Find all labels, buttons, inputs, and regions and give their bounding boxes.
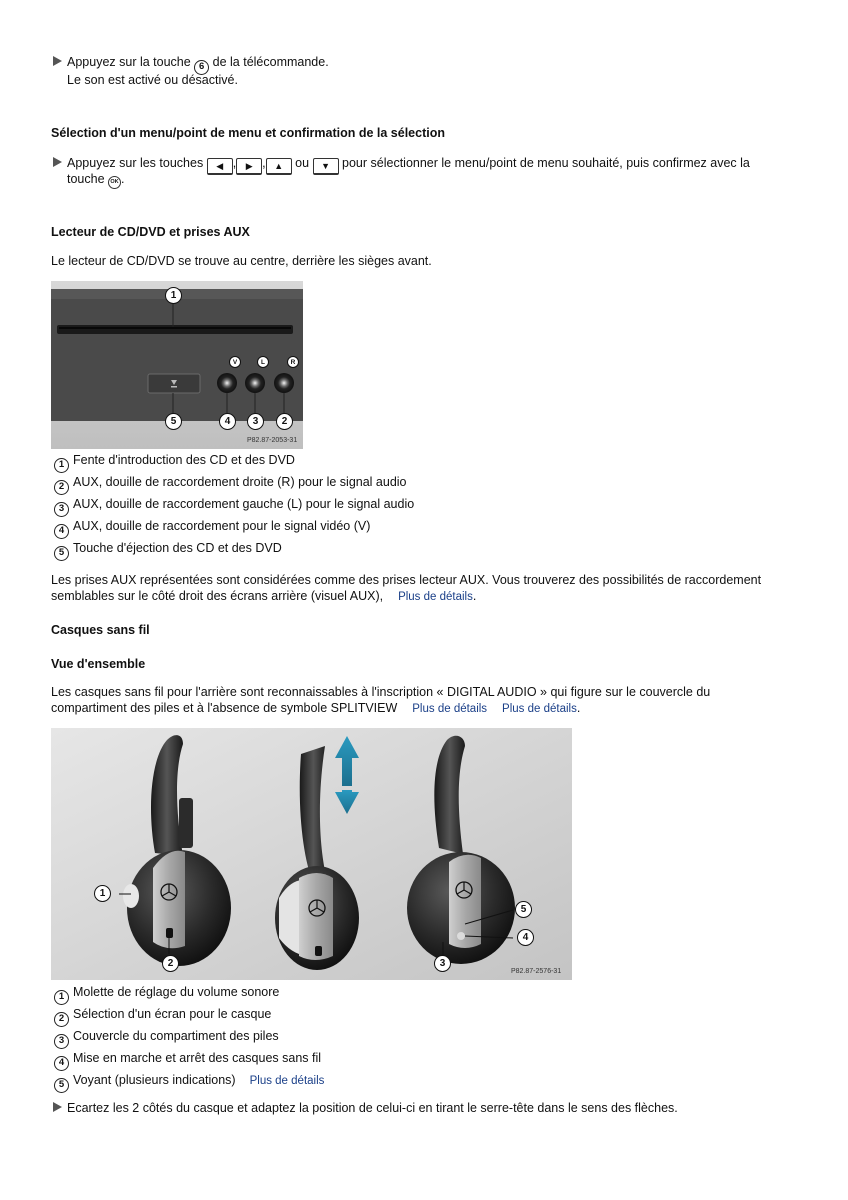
callout-3: 3 bbox=[434, 955, 451, 972]
callout-2: 2 bbox=[162, 955, 179, 972]
aux-paragraph-line2: semblables sur le côté droit des écrans arrière (visuel AUX), Plus de détails. bbox=[51, 589, 477, 603]
ok-key-icon: OK bbox=[108, 176, 121, 189]
cd-legend-item: 4 AUX, douille de raccordement pour le signal vidéo (V) bbox=[54, 518, 370, 539]
headphones-legend-item: 5 Voyant (plusieurs indications) Plus de détails bbox=[54, 1072, 324, 1093]
legend-number: 4 bbox=[54, 524, 69, 539]
plus-de-details-link[interactable]: Plus de détails bbox=[398, 591, 473, 603]
cd-player-image bbox=[51, 281, 303, 449]
legend-number: 1 bbox=[54, 990, 69, 1005]
sound-toggle-instruction: Appuyez sur la touche 6 de la télécommande. bbox=[67, 54, 329, 75]
cd-legend-item: 2 AUX, douille de raccordement droite (R) pour le signal audio bbox=[54, 474, 407, 495]
headphones-paragraph-line1: Les casques sans fil pour l'arrière sont reconnaissables à l'inscription « DIGITAL AUDIO » qui figure sur le couvercle du bbox=[51, 685, 711, 699]
bullet-arrow-icon bbox=[53, 157, 62, 167]
port-label-r: R bbox=[287, 356, 299, 368]
sound-toggle-result: Le son est activé ou désactivé. bbox=[67, 73, 238, 87]
port-label-v: V bbox=[229, 356, 241, 368]
headphones-heading: Casques sans fil bbox=[51, 623, 150, 637]
callout-1: 1 bbox=[94, 885, 111, 902]
headphones-illustration bbox=[51, 728, 572, 980]
callout-2: 2 bbox=[276, 413, 293, 430]
menu-selection-instruction-cont: touche OK . bbox=[67, 171, 125, 189]
plus-de-details-link[interactable]: Plus de détails bbox=[502, 703, 577, 715]
key-left-icon: ◀ bbox=[207, 158, 233, 175]
bullet-arrow-icon bbox=[53, 1102, 62, 1112]
headphones-image bbox=[51, 728, 572, 980]
headphones-legend-item: 3 Couvercle du compartiment des piles bbox=[54, 1028, 279, 1049]
callout-1: 1 bbox=[165, 287, 182, 304]
callout-5: 5 bbox=[165, 413, 182, 430]
cd-legend-item: 5 Touche d'éjection des CD et des DVD bbox=[54, 540, 282, 561]
cd-image-code: P82.87-2053-31 bbox=[247, 437, 298, 444]
callout-3: 3 bbox=[247, 413, 264, 430]
cd-legend-item: 3 AUX, douille de raccordement gauche (L) pour le signal audio bbox=[54, 496, 414, 517]
legend-number: 3 bbox=[54, 502, 69, 517]
headphones-paragraph-line2: compartiment des piles et à l'absence de symbole SPLITVIEW Plus de détails Plus de détails. bbox=[51, 701, 581, 715]
legend-number: 3 bbox=[54, 1034, 69, 1049]
adjust-headband-instruction: Ecartez les 2 côtés du casque et adaptez la position de celui-ci en tirant le serre-tête dans le sens des flèches. bbox=[67, 1101, 678, 1115]
headphones-legend-item: 1 Molette de réglage du volume sonore bbox=[54, 984, 279, 1005]
aux-paragraph-line1: Les prises AUX représentées sont considérées comme des prises lecteur AUX. Vous trouverez des possibilités de raccordement bbox=[51, 573, 762, 587]
headphones-legend-item: 2 Sélection d'un écran pour le casque bbox=[54, 1006, 271, 1027]
callout-4: 4 bbox=[219, 413, 236, 430]
key-right-icon: ▶ bbox=[236, 158, 262, 175]
headphones-legend-item: 4 Mise en marche et arrêt des casques sans fil bbox=[54, 1050, 321, 1071]
port-label-l: L bbox=[257, 356, 269, 368]
legend-number: 2 bbox=[54, 1012, 69, 1027]
bullet-arrow-icon bbox=[53, 56, 62, 66]
cd-dvd-heading: Lecteur de CD/DVD et prises AUX bbox=[51, 225, 250, 239]
plus-de-details-link[interactable]: Plus de détails bbox=[249, 1075, 325, 1087]
remote-key-6-icon: 6 bbox=[194, 60, 209, 75]
cd-legend-item: 1 Fente d'introduction des CD et des DVD bbox=[54, 452, 295, 473]
legend-number: 5 bbox=[54, 546, 69, 561]
callout-5: 5 bbox=[515, 901, 532, 918]
overview-subheading: Vue d'ensemble bbox=[51, 657, 146, 671]
menu-selection-heading: Sélection d'un menu/point de menu et confirmation de la sélection bbox=[51, 126, 445, 140]
callout-4: 4 bbox=[517, 929, 534, 946]
legend-number: 2 bbox=[54, 480, 69, 495]
menu-selection-instruction: Appuyez sur les touches ◀ , ▶ , ▲ ou ▼ pour sélectionner le menu/point de menu souhaité, puis confirmez avec la bbox=[67, 155, 750, 175]
legend-number: 5 bbox=[54, 1078, 69, 1093]
legend-number: 1 bbox=[54, 458, 69, 473]
legend-number: 4 bbox=[54, 1056, 69, 1071]
cd-dvd-intro: Le lecteur de CD/DVD se trouve au centre, derrière les sièges avant. bbox=[51, 254, 432, 268]
headphones-image-code: P82.87-2576-31 bbox=[511, 968, 562, 975]
key-up-icon: ▲ bbox=[266, 158, 292, 175]
plus-de-details-link[interactable]: Plus de détails bbox=[412, 703, 488, 715]
key-down-icon: ▼ bbox=[313, 158, 339, 175]
